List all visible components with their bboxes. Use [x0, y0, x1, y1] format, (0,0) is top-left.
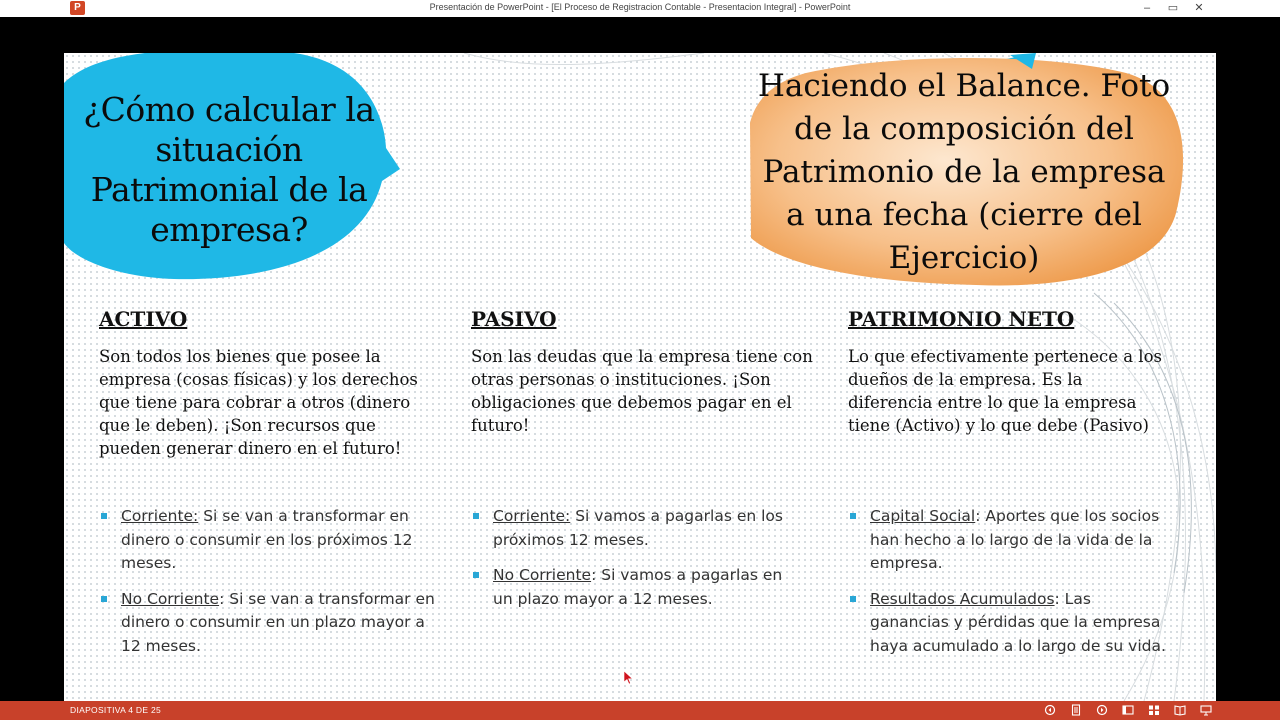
balance-title: Haciendo el Balance. Foto de la composición del Patrimonio de la empresa a una fecha (cierre del Ejercicio) — [757, 68, 1171, 276]
bullet-icon — [850, 513, 856, 519]
normal-view-icon[interactable] — [1122, 703, 1134, 717]
window-controls — [1134, 0, 1212, 17]
bullet-term: Corriente: — [493, 507, 571, 525]
bullet-text: Si vamos a pagarlas en los próximos 12 meses. — [493, 507, 783, 549]
slideshow-icon[interactable] — [1200, 703, 1212, 717]
list-item — [99, 505, 449, 576]
bullet-icon — [473, 572, 479, 578]
view-controls — [1044, 703, 1212, 717]
status-bar — [0, 701, 1280, 720]
column-activo — [99, 307, 439, 460]
column-description: Son las deudas que la empresa tiene con otras personas o instituciones. ¡Son obligaciones que debemos pagar en el futuro! — [471, 347, 813, 435]
window-title: Presentación de PowerPoint - [El Proceso de Registracion Contable - Presentacion Integral] - PowerPoint — [429, 2, 851, 12]
list-item — [848, 588, 1168, 659]
powerpoint-icon: P — [70, 1, 85, 15]
bullet-text: : Las ganancias y pérdidas que la empresa haya acumulado a lo largo de su vida. — [870, 589, 1166, 655]
close-button[interactable]: ✕ — [1194, 2, 1204, 14]
title-bar — [0, 0, 1280, 17]
column-pasivo — [471, 307, 826, 437]
restore-button[interactable]: ▭ — [1167, 2, 1179, 14]
bullet-term: Corriente: — [121, 507, 199, 525]
bullet-text: : Si vamos a pagarlas en un plazo mayor a 12 meses. — [493, 566, 783, 608]
reading-view-icon[interactable] — [1174, 703, 1186, 717]
bullet-icon — [101, 596, 107, 602]
bullet-icon — [850, 596, 856, 602]
bullet-list-pasivo — [471, 505, 801, 623]
column-heading: PASIVO — [471, 307, 557, 331]
bullet-term: Resultados Acumulados — [870, 589, 1055, 608]
slide-sorter-icon[interactable] — [1148, 703, 1160, 717]
minimize-button[interactable]: – — [1143, 2, 1151, 14]
mouse-cursor-icon — [624, 671, 634, 685]
bullet-text: : Aportes que los socios han hecho a lo largo de la vida de la empresa. — [870, 507, 1160, 572]
bullet-term: No Corriente — [121, 589, 220, 608]
slide[interactable] — [64, 53, 1216, 701]
bullet-term: Capital Social — [870, 507, 976, 525]
list-item — [471, 564, 801, 611]
list-item — [471, 505, 801, 552]
column-patrimonio-neto — [848, 307, 1168, 437]
bullet-text: : Si se van a transformar en dinero o consumir en un plazo mayor a 12 meses. — [121, 589, 435, 655]
list-item — [99, 588, 449, 659]
column-heading: PATRIMONIO NETO — [848, 307, 1075, 331]
notes-icon[interactable] — [1070, 703, 1082, 717]
bullet-text: Si se van a transformar en dinero o consumir en los próximos 12 meses. — [121, 507, 413, 572]
column-description: Lo que efectivamente pertenece a los dueños de la empresa. Es la diferencia entre lo que la empresa tiene (Activo) y lo que debe (Pasivo) — [848, 347, 1162, 435]
bullet-icon — [473, 513, 479, 519]
bullet-icon — [101, 513, 107, 519]
list-item — [848, 505, 1168, 576]
bullet-term: No Corriente — [493, 566, 592, 584]
column-description: Son todos los bienes que posee la empresa (cosas físicas) y los derechos que tiene para cobrar a otros (dinero que le deben). ¡Son recursos que pueden generar dinero en el futuro! — [99, 347, 418, 458]
bullet-list-patrimonio — [848, 505, 1168, 670]
previous-slide-icon[interactable] — [1044, 703, 1056, 717]
next-slide-icon[interactable] — [1096, 703, 1108, 717]
bullet-list-activo — [99, 505, 449, 670]
question-title: ¿Cómo calcular la situación Patrimonial de la empresa? — [83, 90, 375, 249]
column-heading: ACTIVO — [99, 307, 188, 331]
slide-counter: DIAPOSITIVA 4 DE 25 — [70, 705, 162, 715]
slide-frame — [0, 17, 1280, 701]
